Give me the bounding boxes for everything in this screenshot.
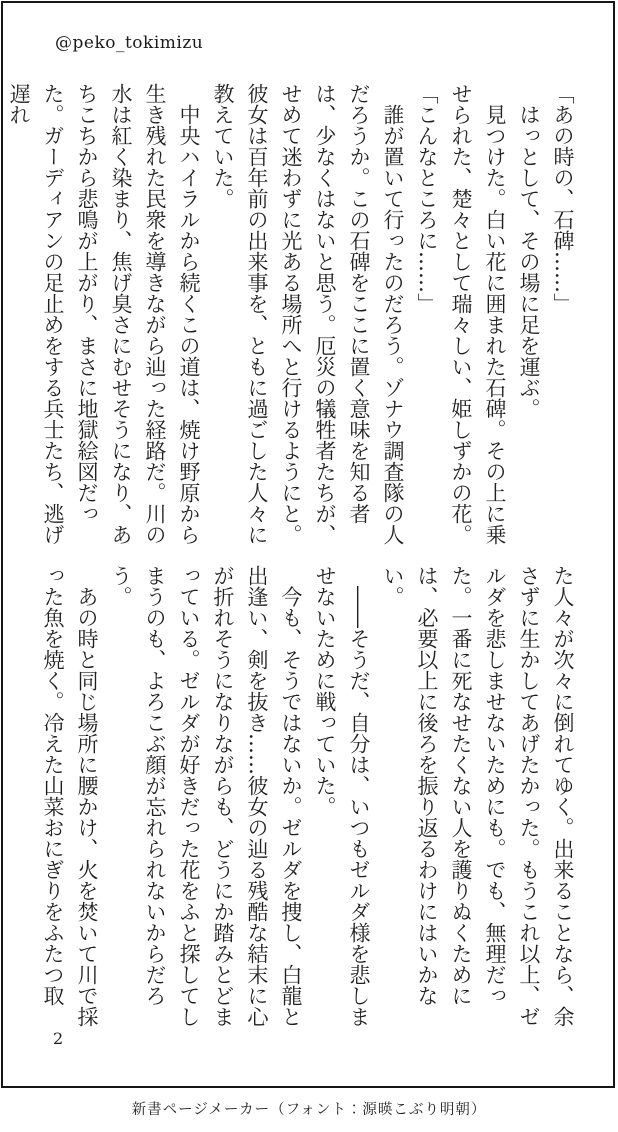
paragraph-upper-2: はっとして、その場に足を運ぶ。 bbox=[517, 83, 541, 419]
paragraph-lower-1: た人々が次々に倒れてゆく。出来ることなら、余さずに生かしてあげたかった。もうこれ以上、ゼルダを悲しませないためにも。でも、無理だった。一番に死なせたくない人を護りぬくためには、必要以上に後ろを振り返るわけにはいかない。 bbox=[381, 565, 575, 1027]
paragraph-upper-3: 見つけた。白い花に囲まれた石碑。その上に乗せられた、楚々として瑞々しい、姫しずかの花。 bbox=[449, 83, 507, 545]
paragraph-lower-2: ――そうだ、自分は、いつもゼルダ様を悲しませないために戦っていた。 bbox=[313, 565, 371, 1027]
paragraph-lower-4: あの時と同じ場所に腰かけ、火を焚いて川で採った魚を焼く。冷えた山菜おにぎりをふたつ取 bbox=[41, 565, 99, 1027]
paragraph-upper-5: 誰が置いて行ったのだろう。ゾナウ調査隊の人だろうか。この石碑をここに置く意味を知る者は、少なくはないと思う。厄災の犠牲者たちが、せめて迷わずに光ある場所へと行けるようにと。彼女は百年前の出来事を、ともに過ごした人々に教えていた。 bbox=[211, 83, 405, 545]
paragraph-quote-2: 「こんなところに……」 bbox=[415, 83, 439, 314]
paragraph-quote-1: 「あの時の、石碑……」 bbox=[551, 83, 575, 314]
lower-text-block bbox=[36, 565, 580, 1029]
author-handle: @peko_tokimizu bbox=[55, 33, 204, 53]
footer-credit: 新書ページメーカー（フォント：源暎こぶり明朝） bbox=[131, 1102, 487, 1118]
upper-text-block bbox=[7, 83, 580, 547]
paragraph-lower-3: 今も、そうではないか。ゼルダを捜し、白龍と出逢い、剣を抜き……彼女の辿る残酷な結末に心が折れそうになりながらも、どうにか踏みとどまっている。ゼルダが好きだった花をふと探してしまうのも、よろこぶ顔が忘れられないからだろう。 bbox=[109, 565, 303, 1027]
novel-page-card bbox=[1, 1, 615, 1088]
page-number: 2 bbox=[53, 1029, 64, 1048]
paragraph-upper-6: 中央ハイラルから続くこの道は、焼け野原から生き残れた民衆を導きながら辿った経路だ。川の水は紅く染まり、焦げ臭さにむせそうになり、あちこちから悲鳴が上がり、まさに地獄絵図だった。ガーディアンの足止めをする兵士たち、逃げ遅れ bbox=[7, 83, 201, 545]
